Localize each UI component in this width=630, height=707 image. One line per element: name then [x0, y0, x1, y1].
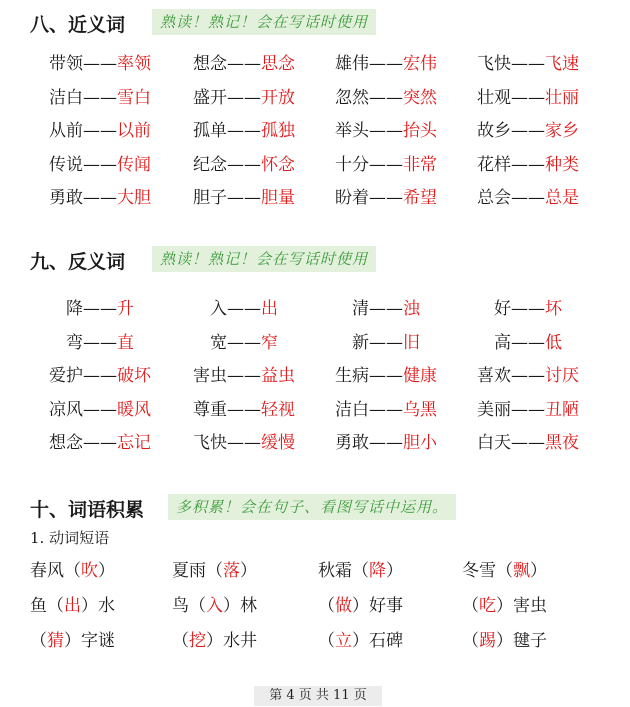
synonym-answer: 家乡	[545, 121, 579, 141]
pair-dash: ——	[83, 121, 117, 141]
verb-phrase-suffix: ）	[386, 561, 403, 581]
verb-phrase-answer: 入	[206, 596, 223, 616]
pair-dash: ——	[369, 332, 403, 353]
synonym-row	[0, 184, 630, 212]
synonym-pair	[30, 50, 170, 78]
verb-phrase-suffix: ）害虫	[496, 596, 547, 616]
synonym-answer: 以前	[117, 121, 151, 141]
synonym-pair	[458, 50, 598, 78]
pair-dash: ——	[511, 121, 545, 141]
synonym-word: 带领	[49, 54, 83, 74]
verb-phrase	[30, 556, 115, 586]
pair-dash: ——	[369, 154, 403, 175]
pair-dash: ——	[369, 87, 403, 108]
synonym-pair	[174, 184, 314, 212]
synonym-word: 忽然	[335, 87, 369, 108]
pair-dash: ——	[83, 154, 117, 175]
synonym-word: 传说	[49, 154, 83, 175]
synonym-pair	[30, 151, 170, 179]
synonym-word: 胆子	[193, 188, 227, 208]
antonym-word: 白天	[477, 433, 511, 453]
antonym-answer: 浊	[403, 299, 420, 319]
verb-phrase-row	[0, 556, 630, 586]
words-title: 十、词语积累	[30, 499, 145, 521]
synonym-answer: 传闻	[117, 154, 151, 175]
synonym-pair	[30, 117, 170, 145]
antonym-answer: 缓慢	[261, 433, 295, 453]
synonym-answer: 怀念	[261, 154, 295, 175]
synonym-answer: 总是	[545, 188, 579, 208]
antonym-answer: 健康	[403, 366, 437, 386]
synonym-pair	[316, 151, 456, 179]
synonym-word: 举头	[335, 121, 369, 141]
antonym-word: 美丽	[477, 399, 511, 420]
synonym-pair	[316, 50, 456, 78]
verb-phrase	[30, 591, 115, 621]
synonym-answer: 希望	[403, 188, 437, 208]
antonym-answer: 乌黑	[403, 399, 437, 420]
synonym-row	[0, 151, 630, 179]
antonym-answer: 坏	[545, 299, 562, 319]
synonym-row	[0, 50, 630, 78]
pair-dash: ——	[369, 121, 403, 141]
verb-phrase	[318, 591, 403, 621]
synonym-answer: 率领	[117, 54, 151, 74]
verb-phrase-answer: 飘	[513, 561, 530, 581]
antonym-word: 尊重	[193, 399, 227, 420]
antonym-word: 害虫	[193, 366, 227, 386]
antonym-pair	[316, 295, 456, 323]
pair-dash: ——	[83, 366, 117, 386]
pair-dash: ——	[83, 54, 117, 74]
antonym-word: 爱护	[49, 366, 83, 386]
synonym-word: 故乡	[477, 121, 511, 141]
synonym-word: 总会	[477, 188, 511, 208]
antonym-pair	[316, 329, 456, 357]
synonym-word: 盛开	[193, 87, 227, 108]
synonym-answer: 抬头	[403, 121, 437, 141]
synonym-pair	[174, 117, 314, 145]
antonym-word: 生病	[335, 366, 369, 386]
synonym-word: 从前	[49, 121, 83, 141]
verb-phrase-prefix: 夏雨（	[172, 561, 223, 581]
synonym-word: 盼着	[335, 188, 369, 208]
synonym-pair	[458, 184, 598, 212]
synonym-row	[0, 84, 630, 112]
synonym-word: 孤单	[193, 121, 227, 141]
antonym-pair	[316, 362, 456, 390]
verb-phrase-prefix: （	[172, 631, 189, 651]
antonym-word: 新	[352, 332, 369, 353]
antonym-word: 飞快	[193, 433, 227, 453]
antonym-pair	[30, 362, 170, 390]
pair-dash: ——	[369, 299, 403, 319]
synonym-word: 雄伟	[335, 54, 369, 74]
pair-dash: ——	[227, 399, 261, 420]
verb-phrase	[462, 556, 547, 586]
antonym-pair	[458, 329, 598, 357]
antonym-pair	[174, 396, 314, 424]
antonyms-title: 九、反义词	[30, 251, 126, 273]
antonym-word: 想念	[49, 433, 83, 453]
pair-dash: ——	[511, 399, 545, 420]
antonym-row	[0, 362, 630, 390]
antonym-row	[0, 329, 630, 357]
synonym-answer: 种类	[545, 154, 579, 175]
synonym-pair	[174, 84, 314, 112]
verb-phrase-answer: 做	[335, 596, 352, 616]
synonym-pair	[458, 84, 598, 112]
pair-dash: ——	[227, 433, 261, 453]
synonym-answer: 非常	[403, 154, 437, 175]
antonym-pair	[458, 429, 598, 457]
antonym-pair	[30, 429, 170, 457]
antonym-word: 入	[210, 299, 227, 319]
verb-phrase-suffix: ）	[530, 561, 547, 581]
synonym-answer: 雪白	[117, 87, 151, 108]
antonym-pair	[458, 295, 598, 323]
verb-phrase-suffix: ）石碑	[352, 631, 403, 651]
pair-dash: ——	[227, 299, 261, 319]
antonym-answer: 讨厌	[545, 366, 579, 386]
verb-phrase	[462, 626, 547, 656]
synonym-word: 勇敢	[49, 188, 83, 208]
pair-dash: ——	[511, 188, 545, 208]
antonym-answer: 直	[117, 332, 134, 353]
verb-phrase-prefix: 春风（	[30, 561, 81, 581]
antonym-answer: 忘记	[117, 433, 151, 453]
pair-dash: ——	[83, 299, 117, 319]
verb-phrase-prefix: 秋霜（	[318, 561, 369, 581]
antonym-word: 清	[352, 299, 369, 319]
verb-phrase-suffix: ）林	[223, 596, 257, 616]
antonym-pair	[174, 329, 314, 357]
synonym-word: 飞快	[477, 54, 511, 74]
antonym-answer: 破坏	[117, 366, 151, 386]
pair-dash: ——	[511, 87, 545, 108]
synonym-pair	[30, 84, 170, 112]
synonym-pair	[316, 117, 456, 145]
antonym-word: 好	[494, 299, 511, 319]
antonym-word: 喜欢	[477, 366, 511, 386]
verb-phrase-prefix: （	[462, 596, 479, 616]
verb-phrase-row	[0, 591, 630, 621]
synonym-answer: 孤独	[261, 121, 295, 141]
synonym-pair	[30, 184, 170, 212]
verb-phrase-suffix: ）好事	[352, 596, 403, 616]
pair-dash: ——	[83, 332, 117, 353]
pair-dash: ——	[511, 332, 545, 353]
antonym-row	[0, 396, 630, 424]
antonym-answer: 轻视	[261, 399, 295, 420]
pair-dash: ——	[83, 188, 117, 208]
verb-phrase	[30, 626, 115, 656]
verb-phrase-prefix: （	[318, 596, 335, 616]
antonyms-tag: 熟读！熟记！会在写话时使用	[152, 246, 376, 272]
verb-phrase	[462, 591, 547, 621]
antonym-answer: 胆小	[403, 433, 437, 453]
verb-phrase	[318, 626, 403, 656]
antonym-answer: 低	[545, 332, 562, 353]
synonym-answer: 胆量	[261, 188, 295, 208]
synonym-answer: 飞速	[545, 54, 579, 74]
synonym-pair	[174, 151, 314, 179]
synonym-pair	[174, 50, 314, 78]
antonym-answer: 旧	[403, 332, 420, 353]
synonym-word: 壮观	[477, 87, 511, 108]
synonym-answer: 思念	[261, 54, 295, 74]
antonym-row	[0, 295, 630, 323]
antonym-word: 勇敢	[335, 433, 369, 453]
pair-dash: ——	[369, 366, 403, 386]
pair-dash: ——	[227, 366, 261, 386]
antonym-word: 宽	[210, 332, 227, 353]
antonym-word: 降	[66, 299, 83, 319]
antonym-answer: 丑陋	[545, 399, 579, 420]
antonym-word: 凉风	[49, 399, 83, 420]
synonym-answer: 突然	[403, 87, 437, 108]
antonym-row	[0, 429, 630, 457]
pair-dash: ——	[511, 54, 545, 74]
pair-dash: ——	[227, 332, 261, 353]
verb-phrase	[172, 626, 257, 656]
verb-phrase-answer: 出	[64, 596, 81, 616]
verb-phrase-suffix: ）字谜	[64, 631, 115, 651]
antonym-pair	[316, 396, 456, 424]
antonym-answer: 升	[117, 299, 134, 319]
pair-dash: ——	[511, 366, 545, 386]
verb-phrase-suffix: ）	[240, 561, 257, 581]
synonym-answer: 大胆	[117, 188, 151, 208]
antonym-pair	[174, 429, 314, 457]
antonym-pair	[458, 362, 598, 390]
synonym-row	[0, 117, 630, 145]
synonyms-title: 八、近义词	[30, 14, 126, 36]
synonym-answer: 壮丽	[545, 87, 579, 108]
pair-dash: ——	[511, 433, 545, 453]
antonym-pair	[174, 362, 314, 390]
antonym-answer: 暖风	[117, 399, 151, 420]
antonym-word: 弯	[66, 332, 83, 353]
verb-phrase-suffix: ）水	[81, 596, 115, 616]
pair-dash: ——	[83, 433, 117, 453]
verb-phrase-prefix: （	[318, 631, 335, 651]
verb-phrase-answer: 降	[369, 561, 386, 581]
antonym-word: 高	[494, 332, 511, 353]
pair-dash: ——	[511, 299, 545, 319]
synonym-word: 十分	[335, 154, 369, 175]
synonyms-tag: 熟读！熟记！会在写话时使用	[152, 9, 376, 35]
synonym-pair	[458, 117, 598, 145]
antonym-answer: 出	[261, 299, 278, 319]
verb-phrase-answer: 吃	[479, 596, 496, 616]
synonym-word: 纪念	[193, 154, 227, 175]
verb-phrase-answer: 挖	[189, 631, 206, 651]
verb-phrase-suffix: ）水井	[206, 631, 257, 651]
antonym-word: 洁白	[335, 399, 369, 420]
antonym-answer: 黑夜	[545, 433, 579, 453]
verb-phrase-prefix: 鱼（	[30, 596, 64, 616]
pair-dash: ——	[369, 433, 403, 453]
synonym-pair	[316, 184, 456, 212]
pair-dash: ——	[511, 154, 545, 175]
verb-phrase-answer: 猜	[47, 631, 64, 651]
pair-dash: ——	[369, 399, 403, 420]
verb-phrase-prefix: （	[30, 631, 47, 651]
synonym-answer: 宏伟	[403, 54, 437, 74]
synonym-word: 想念	[193, 54, 227, 74]
antonym-pair	[30, 396, 170, 424]
verb-phrase-suffix: ）毽子	[496, 631, 547, 651]
synonym-answer: 开放	[261, 87, 295, 108]
antonym-pair	[316, 429, 456, 457]
antonym-pair	[458, 396, 598, 424]
verb-phrase-answer: 踢	[479, 631, 496, 651]
antonym-pair	[30, 329, 170, 357]
pair-dash: ——	[227, 154, 261, 175]
synonym-word: 花样	[477, 154, 511, 175]
verb-phrase	[172, 556, 257, 586]
pair-dash: ——	[83, 399, 117, 420]
verb-phrase-prefix: 鸟（	[172, 596, 206, 616]
verb-phrase	[318, 556, 403, 586]
synonym-pair	[458, 151, 598, 179]
pair-dash: ——	[227, 188, 261, 208]
verb-phrase-suffix: ）	[98, 561, 115, 581]
antonym-pair	[30, 295, 170, 323]
page-footer: 第 4 页 共 11 页	[254, 686, 382, 706]
pair-dash: ——	[369, 188, 403, 208]
verb-phrase-answer: 立	[335, 631, 352, 651]
antonym-answer: 益虫	[261, 366, 295, 386]
verb-phrase	[172, 591, 257, 621]
verb-phrase-prefix: （	[462, 631, 479, 651]
verb-phrase-answer: 吹	[81, 561, 98, 581]
pair-dash: ——	[227, 54, 261, 74]
verb-phrase-prefix: 冬雪（	[462, 561, 513, 581]
pair-dash: ——	[83, 87, 117, 108]
pair-dash: ——	[369, 54, 403, 74]
antonym-pair	[174, 295, 314, 323]
verb-phrase-subtitle: 1. 动词短语	[30, 529, 110, 547]
verb-phrase-row	[0, 626, 630, 656]
antonym-answer: 窄	[261, 332, 278, 353]
pair-dash: ——	[227, 87, 261, 108]
pair-dash: ——	[227, 121, 261, 141]
verb-phrase-answer: 落	[223, 561, 240, 581]
synonym-pair	[316, 84, 456, 112]
words-tag: 多积累！会在句子、看图写话中运用。	[168, 494, 456, 520]
synonym-word: 洁白	[49, 87, 83, 108]
